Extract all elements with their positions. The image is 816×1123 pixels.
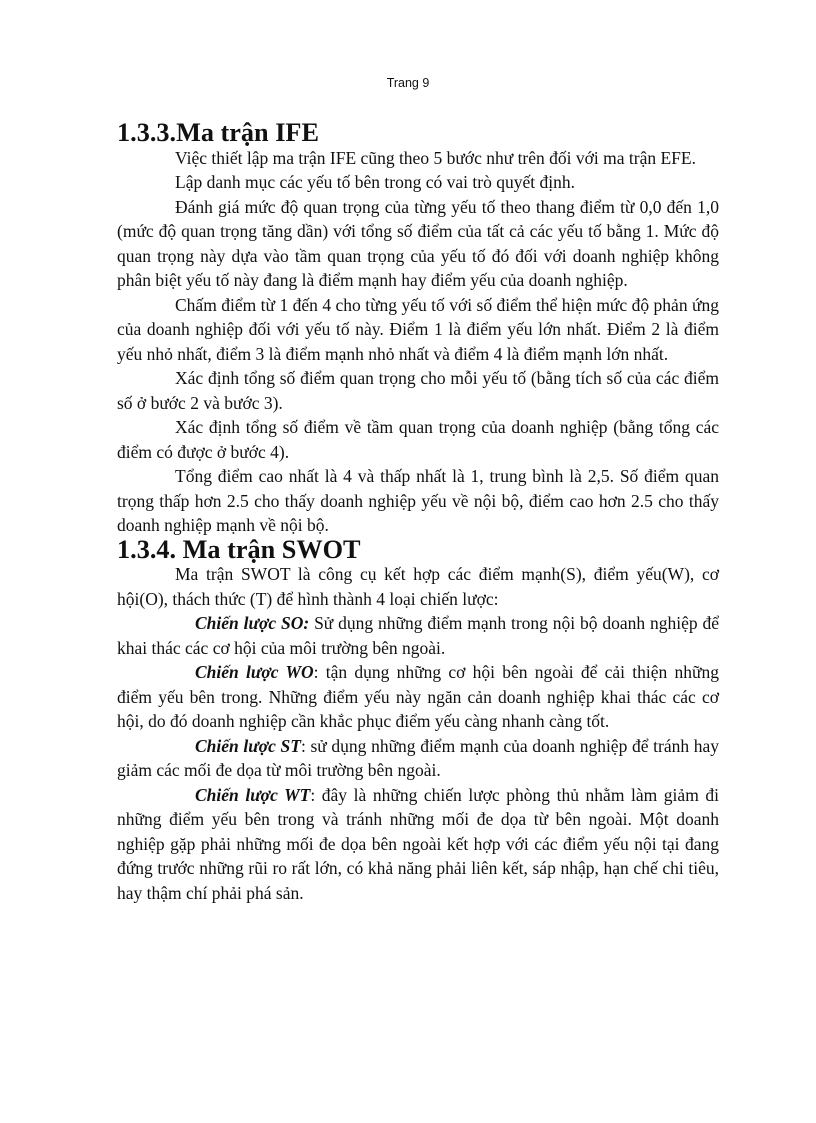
paragraph: Chấm điểm từ 1 đến 4 cho từng yếu tố với số điểm thể hiện mức độ phản ứng của doanh nghiệp đối với yếu tố này. Điểm 1 là điểm yếu lớn nhất. Điểm 2 là điểm yếu nhỏ nhất, điểm 3 là điểm mạnh nhỏ nhất và điểm 4 là điểm mạnh lớn nhất.	[117, 294, 719, 364]
paragraph: Tổng điểm cao nhất là 4 và thấp nhất là 1, trung bình là 2,5. Số điểm quan trọng thấp hơn 2.5 cho thấy doanh nghiệp yếu về nội bộ, điểm cao hơn 2.5 cho thấy doanh nghiệp mạnh về nội bộ.	[117, 466, 719, 535]
paragraph: Xác định tổng số điểm về tầm quan trọng của doanh nghiệp (bằng tổng các điểm có được ở bước 4).	[117, 417, 719, 462]
strategy-wo	[117, 660, 719, 734]
strategy-so	[117, 611, 719, 660]
strategy-text: : đây là những chiến lược phòng thủ nhằm làm giảm đi những điểm yếu bên trong và tránh những mối đe dọa từ bên ngoài. Một doanh nghiệp gặp phải những mối đe dọa bên ngoài kết hợp với các điểm yếu nội tại đang đứng trước những rũi ro rất lớn, có khả năng phải liên kết, sáp nhập, hạn chế chi tiêu, hay thậm chí phải phá sản.	[117, 784, 719, 903]
strategy-text: Sử dụng những điểm mạnh trong nội bộ doanh nghiệp để khai thác các cơ hội của môi trường bên ngoài.	[117, 613, 719, 658]
section-heading-ife	[117, 118, 719, 147]
section-title: Ma trận IFE	[176, 118, 319, 147]
section-number: 1.3.3.	[117, 118, 177, 147]
paragraph: Việc thiết lập ma trận IFE cũng theo 5 bước như trên đối với ma trận EFE.	[175, 147, 696, 168]
strategy-st	[117, 734, 719, 783]
paragraph: Xác định tổng số điểm quan trọng cho mỗi yếu tố (bằng tích số của các điểm số ở bước 2 và bước 3).	[117, 368, 719, 413]
section-heading-swot: 1.3.4. Ma trận SWOT	[117, 534, 361, 564]
strategy-term: Chiến lược ST	[195, 735, 301, 756]
strategy-text: : tận dụng những cơ hội bên ngoài để cải thiện những điểm yếu bên trong. Những điểm yếu này ngăn cản doanh nghiệp khai thác các cơ hội, do đó doanh nghiệp cần khắc phục điểm yếu càng nhanh càng tốt.	[117, 662, 720, 731]
strategy-term: Chiến lược WO	[195, 662, 314, 682]
strategy-term: Chiến lược WT	[195, 784, 311, 805]
strategy-term: Chiến lược SO:	[195, 613, 310, 633]
document-body	[117, 118, 720, 905]
strategy-text: : sử dụng những điểm mạnh của doanh nghiệp để tránh hay giảm các mối đe dọa từ môi trường bên ngoài.	[117, 735, 719, 780]
strategy-wt	[117, 783, 719, 906]
paragraph: Ma trận SWOT là công cụ kết hợp các điểm mạnh(S), điểm yếu(W), cơ hội(O), thách thức (T) để hình thành 4 loại chiến lược:	[117, 564, 719, 609]
page-number: Trang 9	[386, 76, 430, 90]
paragraph: Lập danh mục các yếu tố bên trong có vai trò quyết định.	[175, 172, 575, 192]
paragraph: Đánh giá mức độ quan trọng của từng yếu tố theo thang điểm từ 0,0 đến 1,0 (mức độ quan trọng tăng dần) với tổng số điểm của tất cả các yếu tố bằng 1. Mức độ quan trọng này dựa vào tầm quan trọng của yếu tố đó đối với doanh nghiệp không phân biệt yếu tố này đang là điểm mạnh hay điểm yếu của doanh nghiệp.	[117, 196, 719, 290]
